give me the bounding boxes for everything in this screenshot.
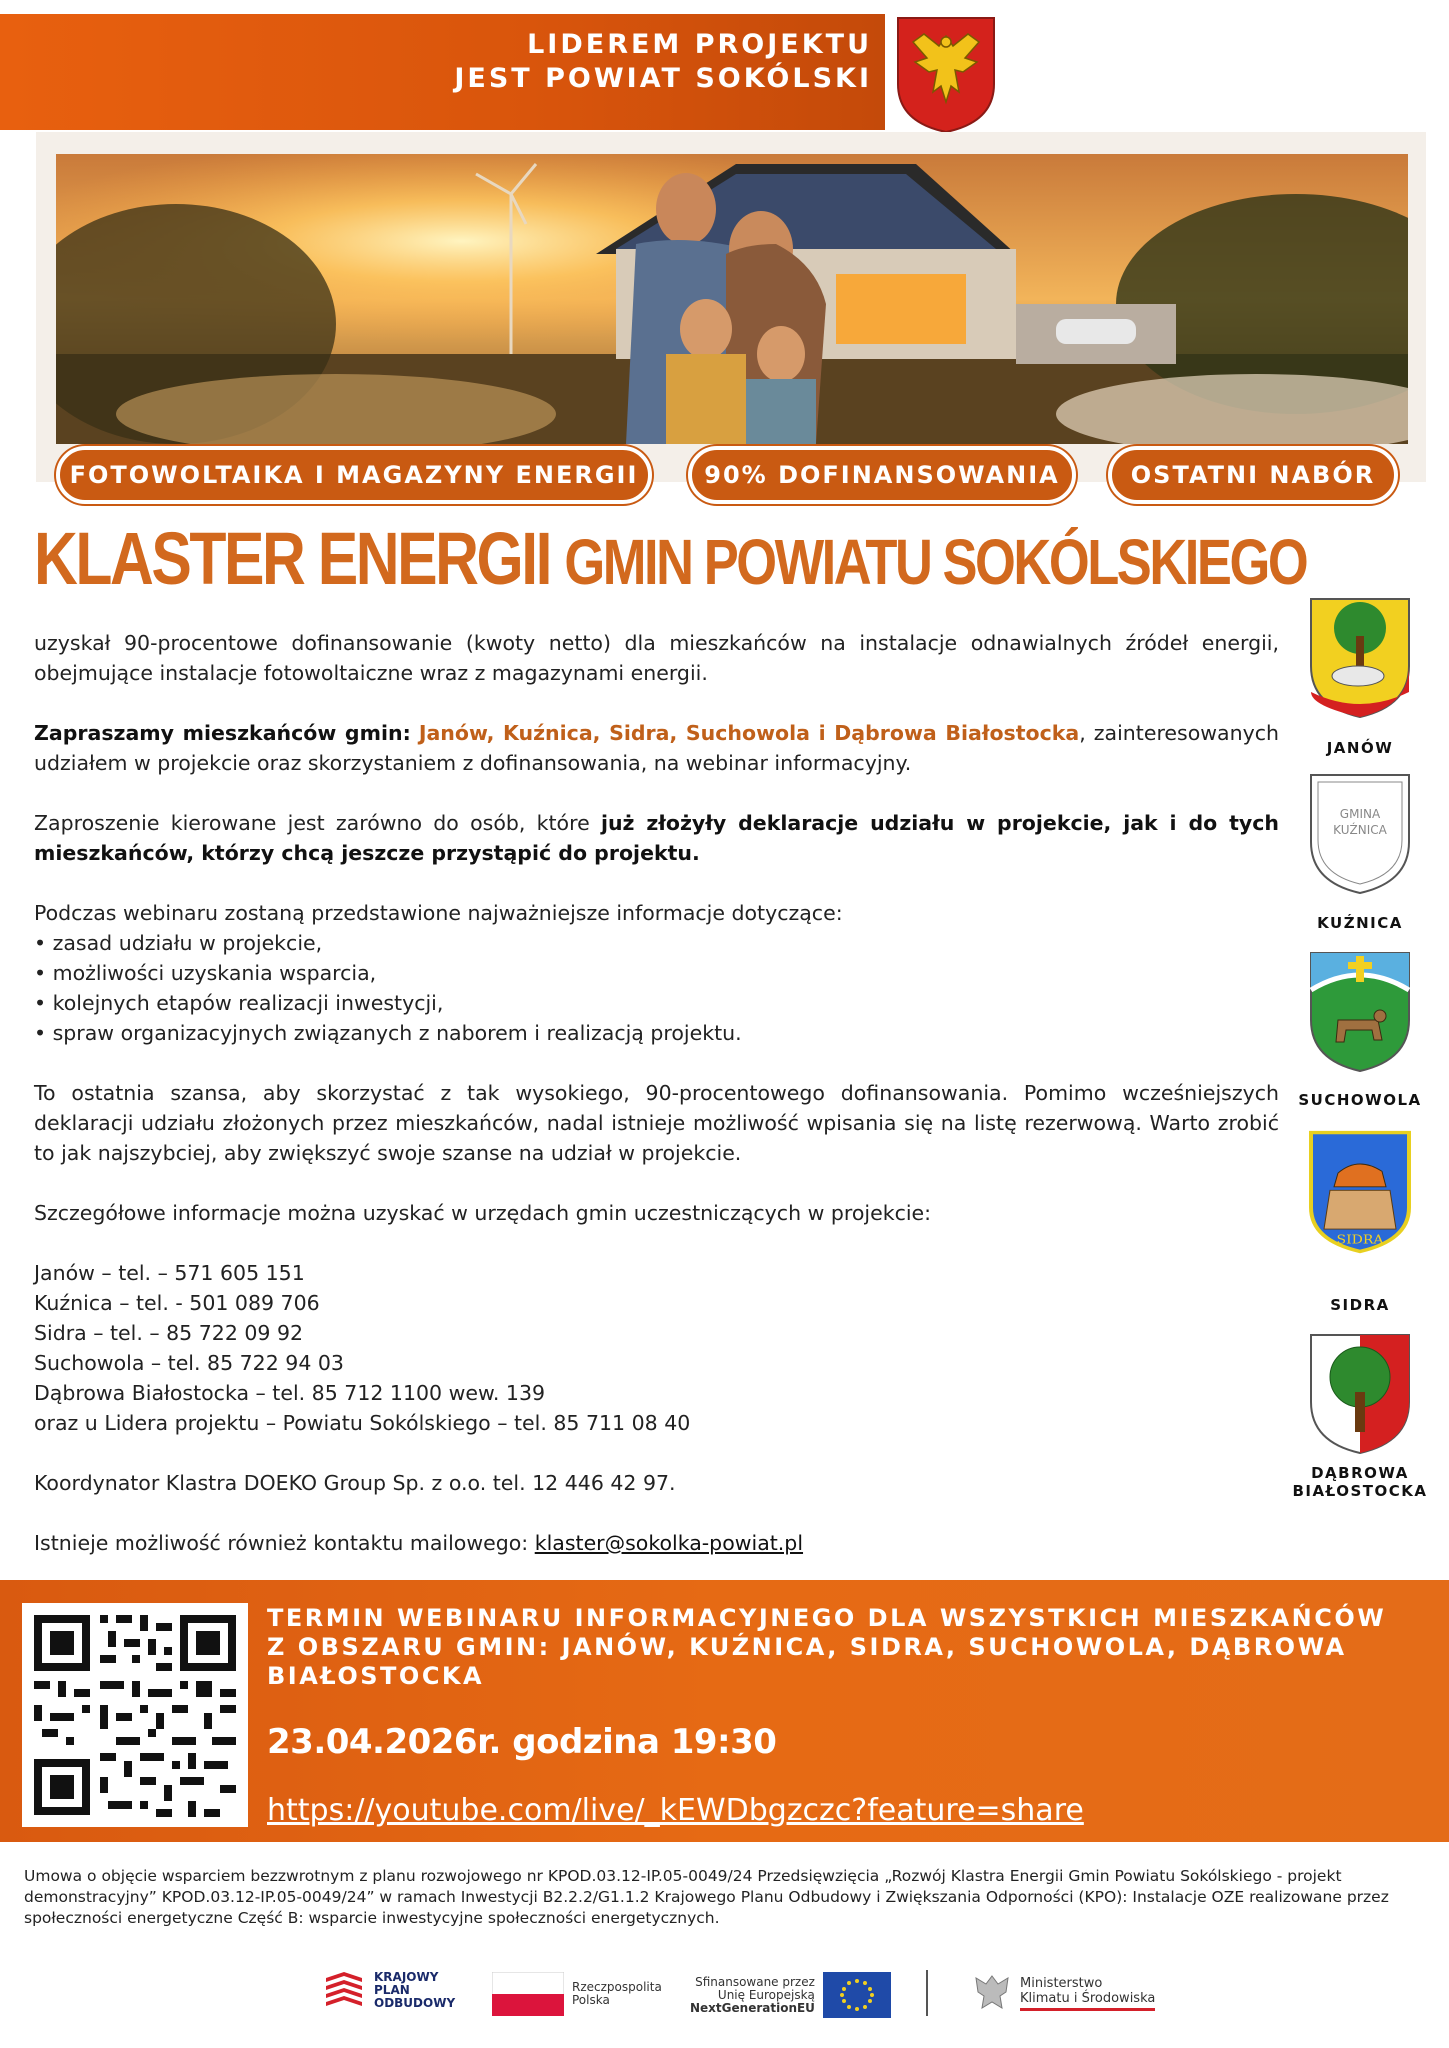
qr-code-box[interactable] (22, 1603, 248, 1827)
contact-sidra: Sidra – tel. – 85 722 09 92 (34, 1321, 304, 1345)
gminy-list: Janów, Kuźnica, Sidra, Suchowola i Dąbrowa Białostocka (418, 721, 1080, 745)
kpo-logo (322, 1968, 455, 2012)
janow-label: JANÓW (1326, 739, 1394, 757)
kpo-line-2: PLAN (374, 1982, 410, 1997)
funding-logos (0, 1960, 1449, 2030)
last-chance-paragraph: To ostatnia szansa, aby skorzystać z tak wysokiego, 90-procentowego dofinansowania. Pomimo wcześniejszych deklaracji udziału złożonych przez mieszkańców, nadal istnieje możliwość wpisania się na listę rezerwową. Warto zrobić to jak najszybciej, aby zwiększyć swoje szanse na udział w projekcie. (34, 1081, 1279, 1165)
agenda-list (34, 928, 1279, 1048)
suchowola-crest-icon (1308, 950, 1412, 1074)
list-item: • kolejnych etapów realizacji inwestycji, (34, 988, 1279, 1018)
dabrowa-label-line-1: DĄBROWA (1311, 1464, 1409, 1482)
logo-divider (926, 1970, 928, 2016)
dabrowa-crest-icon (1308, 1332, 1412, 1456)
header-line-2: JEST POWIAT SOKÓLSKI (454, 63, 872, 94)
qr-code-icon (22, 1603, 248, 1827)
polish-flag-icon (492, 1972, 564, 2016)
dabrowa-label (1290, 1464, 1430, 1500)
suchowola-label: SUCHOWOLA (1298, 1091, 1422, 1109)
coordinator-paragraph: Koordynator Klastra DOEKO Group Sp. z o.o. tel. 12 446 42 97. (34, 1471, 676, 1495)
webinar-link[interactable]: https://youtube.com/live/_kEWDbgzczc?feature=share (267, 1793, 1084, 1828)
ministry-logo (970, 1970, 1155, 2016)
contact-janow: Janów – tel. – 571 605 151 (34, 1261, 305, 1285)
email-lead: Istnieje możliwość również kontaktu mailowego: (34, 1531, 535, 1555)
invitation-lead: Zapraszamy mieszkańców gmin: (34, 721, 411, 745)
funding-note: Umowa o objęcie wsparciem bezzwrotnym z planu rozwojowego nr KPOD.03.12-IP.05-0049/24 Przedsięwzięcia „Rozwój Klastra Energii Gmin Powiatu Sokólskiego - projekt demonstracyjny” KPOD.03.12-IP.05-0049/24” w ramach Inwestycji B2.2.2/G1.1.2 Krajowego Planu Odbudowy i Zwiększania Odporności (KPO): Instalacje OZE realizowane przez społeczności energetyczne Część B: wsparcie inwestycyjne społeczności energetycznych. (24, 1867, 1389, 1927)
rp-line-1: Rzeczpospolita (572, 1980, 662, 1994)
rp-logo (492, 1972, 662, 2016)
contact-kuznica: Kuźnica – tel. - 501 089 706 (34, 1291, 320, 1315)
list-item: • możliwości uzyskania wsparcia, (34, 958, 1279, 988)
invitation-paragraph (34, 718, 1279, 778)
header-title (0, 28, 872, 96)
list-item: • zasad udziału w projekcie, (34, 928, 1279, 958)
title-part-2: GMIN POWIATU SOKÓLSKIEGO (564, 526, 1307, 598)
webinar-date: 23.04.2026r. godzina 19:30 (267, 1722, 777, 1762)
audience-paragraph (34, 808, 1279, 868)
sidra-crest-icon (1308, 1130, 1412, 1254)
family-house-photo (56, 154, 1408, 444)
contact-dabrowa: Dąbrowa Białostocka – tel. 85 712 1100 wew. 139 (34, 1381, 546, 1405)
kpo-flag-icon (322, 1968, 366, 2012)
webinar-heading: TERMIN WEBINARU INFORMACYJNEGO DLA WSZYSTKICH MIESZKAŃCÓW Z OBSZARU GMIN: JANÓW, KUŹNICA, SIDRA, SUCHOWOLA, DĄBROWA BIAŁOSTOCKA (267, 1604, 1387, 1690)
email-paragraph (34, 1528, 1279, 1558)
page-title (34, 516, 1306, 601)
eu-line-2: Unię Europejską (717, 1987, 815, 2002)
pill-photovoltaics: FOTOWOLTAIKA I MAGAZYNY ENERGII (56, 446, 652, 504)
kpo-line-3: ODBUDOWY (374, 1995, 456, 2010)
eagle-crest-icon (893, 14, 999, 134)
agenda-intro: Podczas webinaru zostaną przedstawione najważniejsze informacje dotyczące: (34, 901, 843, 925)
kuznica-inner-line-2: KUŹNICA (1333, 823, 1387, 837)
list-item: • spraw organizacyjnych związanych z naborem i realizacją projektu. (34, 1018, 1279, 1048)
pill-funding: 90% DOFINANSOWANIA (688, 446, 1076, 504)
contact-suchowola: Suchowola – tel. 85 722 94 03 (34, 1351, 344, 1375)
kuznica-label: KUŹNICA (1317, 914, 1403, 932)
main-content (34, 628, 1279, 1588)
janow-crest-icon (1308, 596, 1412, 720)
dabrowa-label-line-2: BIAŁOSTOCKA (1292, 1482, 1428, 1500)
eu-line-3: NextGenerationEU (690, 2000, 815, 2015)
kpo-line-1: KRAJOWY (374, 1969, 439, 1984)
pill-last-call: OSTATNI NABÓR (1108, 446, 1398, 504)
intro-paragraph: uzyskał 90-procentowe dofinansowanie (kwoty netto) dla mieszkańców na instalacje odnawialnych źródeł energii, obejmujące instalacje fotowoltaiczne wraz z magazynami energii. (34, 631, 1279, 685)
title-part-1: KLASTER ENERGII (34, 517, 551, 600)
sidra-label: SIDRA (1330, 1296, 1390, 1314)
contacts-list (34, 1258, 1279, 1438)
details-paragraph: Szczegółowe informacje można uzyskać w urzędach gmin uczestniczących w projekcie: (34, 1201, 932, 1225)
audience-start: Zaproszenie kierowane jest zarówno do osób, które (34, 811, 601, 835)
eu-logo (690, 1972, 891, 2018)
ministry-line-2: Klimatu i Środowiska (1020, 1990, 1156, 2006)
rp-line-2: Polska (572, 1993, 610, 2007)
eu-flag-icon (823, 1972, 891, 2018)
email-link[interactable]: klaster@sokolka-powiat.pl (534, 1531, 804, 1555)
sidra-inner-text: SIDRA (1336, 1233, 1384, 1248)
kuznica-inner-line-1: GMINA (1339, 807, 1381, 821)
invitation-rest: , zainteresowanych udziałem w projekcie oraz skorzystaniem z dofinansowania, na webinar informacyjny. (34, 721, 1279, 775)
audience-bold: już złożyły deklaracje udziału w projekcie, jak i do tych mieszkańców, którzy chcą jeszcze przystąpić do projektu. (34, 811, 1279, 865)
ministry-eagle-icon (970, 1970, 1014, 2016)
ministry-line-1: Ministerstwo (1020, 1975, 1103, 1991)
contact-leader: oraz u Lidera projektu – Powiatu Sokólskiego – tel. 85 711 08 40 (34, 1411, 691, 1435)
kuznica-crest-icon (1308, 772, 1412, 896)
eu-line-1: Sfinansowane przez (695, 1974, 815, 1989)
header-line-1: LIDEREM PROJEKTU (527, 29, 872, 60)
